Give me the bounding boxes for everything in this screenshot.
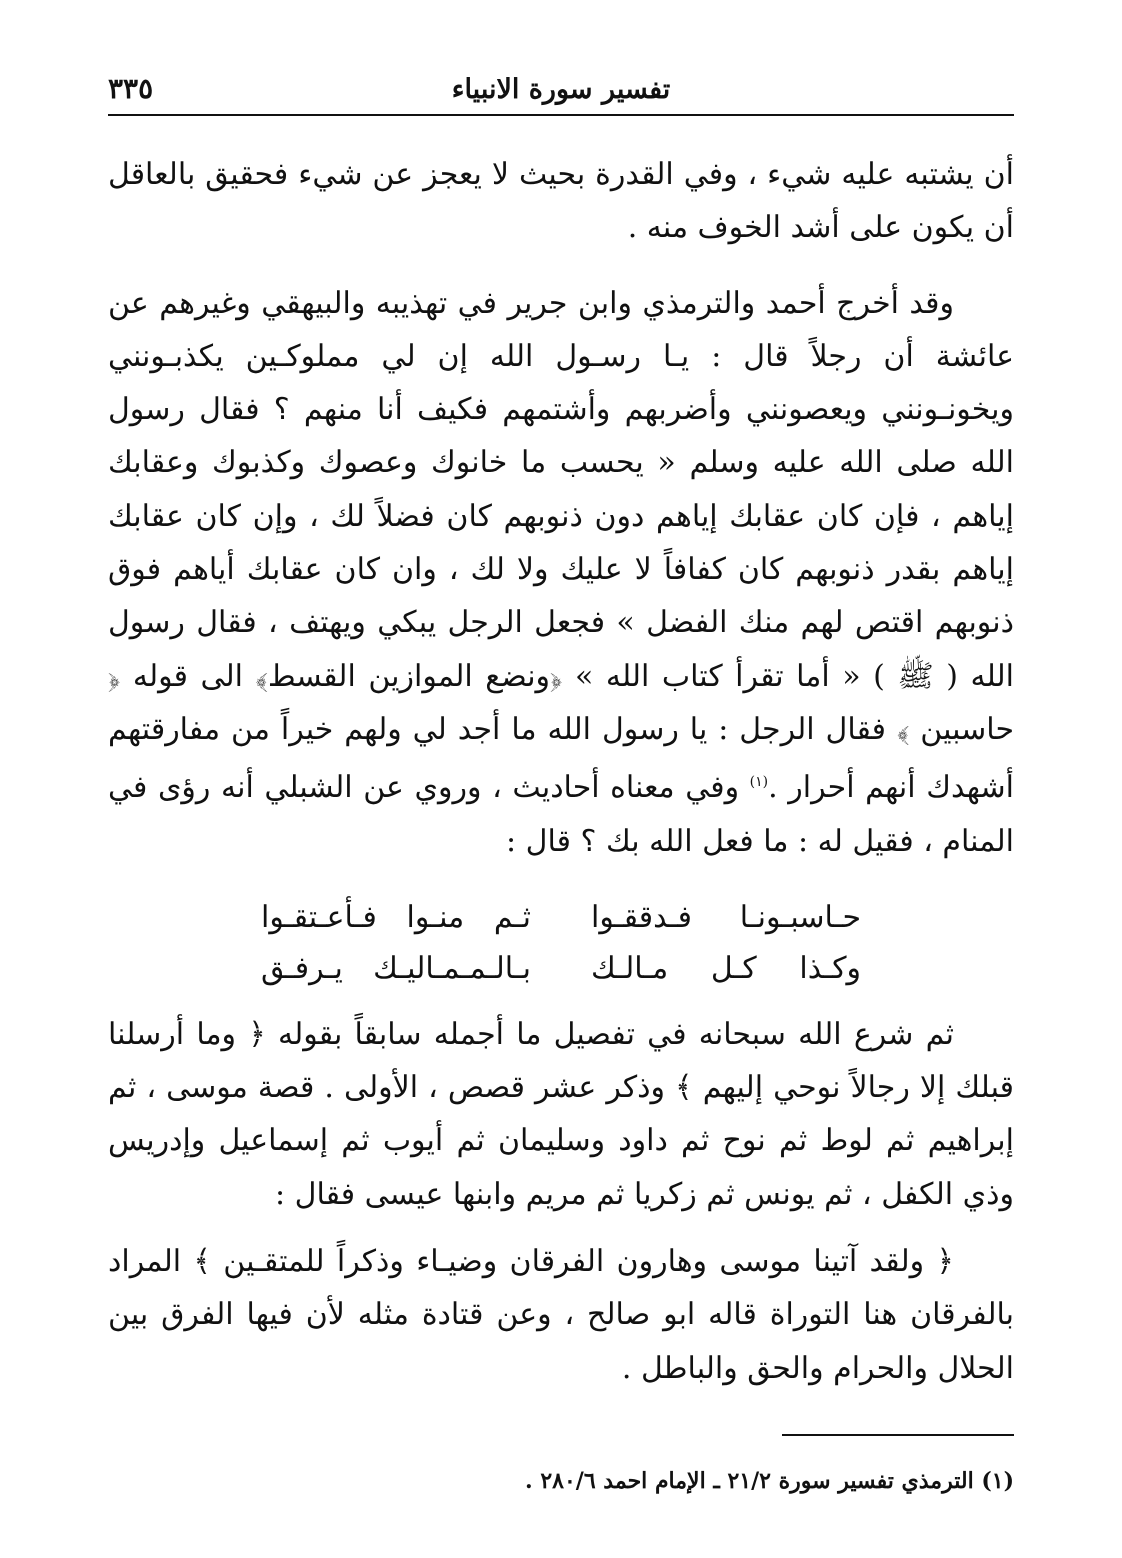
poem-line-1-first-hemistich: حـاسبـونـا فـدققـوا <box>591 899 861 935</box>
paragraph-2-text: وقد أخرج أحمد والترمذي وابن جرير في تهذيبه والبيهقي وغيرهم عن عائشة أن رجلاً قال : يـا رسـول الله إن لي مملوكـين يكذبـونني ويخونـونني ويعصونني وأضربهم وأشتمهم فكيف أنا منهم ؟ فقال رسول الله صلى الله عليه وسلم « يحسب ما خانوك وعصوك وكذبوك وعقابك إياهم ، فإن كان عقابك إياهم دون ذنوبهم كان فضلاً لك ، وإن كان عقابك إياهم بقدر ذنوبهم كان كفافاً لا عليك ولا لك ، وان كان عقابك أياهم فوق ذنوبهم اقتص لهم منك الفضل » فجعل الرجل يبكي ويهتف ، فقال رسول الله ( ﷺ ) « أما تقرأ كتاب الله » ﴿ونضع الموازين القسط﴾ الى قوله ﴿ حاسبين ﴾ فقال الرجل : يا رسول الله ما أجد لي ولهم خيراً من مفارقتهم أشهدك أنهم أحرار . <box>108 285 1014 806</box>
running-title: تفسير سورة الانبياء <box>451 74 671 105</box>
page-number: ٣٣٥ <box>108 72 154 105</box>
paragraph-4: ﴿ ولقد آتينا موسى وهارون الفرقان وضيـاء وذكراً للمتقـين ﴾ المراد بالفرقان هنا التوراة قاله ابو صالح ، وعن قتادة مثله لأن فيها الفرق بين الحلال والحرام والحق والباطل . <box>108 1244 1014 1386</box>
footnote: (١) الترمذي تفسير سورة ٢١/٢ ـ الإمام احمد ٢٨٠/٦ . <box>525 1468 1014 1494</box>
footnote-marker: (١) <box>749 774 769 791</box>
page-body <box>108 148 1014 1395</box>
footnote-separator <box>782 1434 1014 1436</box>
poem-line-2 <box>261 943 861 994</box>
poem-line-2-first-hemistich: وكـذا كـل مـالـك <box>591 950 861 986</box>
poem-line-1 <box>261 892 861 943</box>
poem-line-2-second-hemistich: بـالـمـمـاليـك يـرفـق <box>261 950 531 986</box>
paragraph-1: أن يشتبه عليه شيء ، وفي القدرة بحيث لا يعجز عن شيء فحقيق بالعاقل أن يكون على أشد الخوف منه . <box>108 157 1014 246</box>
paragraph-3: ثم شرع الله سبحانه في تفصيل ما أجمله سابقاً بقوله ﴿ وما أرسلنا قبلك إلا رجالاً نوحي إليهم ﴾ وذكر عشر قصص ، الأولى . قصة موسى ، ثم إبراهيم ثم لوط ثم نوح ثم داود وسليمان ثم أيوب ثم إسماعيل وإدريس وذي الكفل ، ثم يونس ثم زكريا ثم مريم وابنها عيسى فقال : <box>108 1016 1015 1212</box>
poem-verses <box>261 892 861 994</box>
paragraph-2 <box>108 277 1014 868</box>
poem-line-1-second-hemistich: ثـم منـوا فـأعـتقـوا <box>261 899 531 935</box>
page-header <box>108 68 1014 116</box>
paragraph-2-continuation: وفي معناه أحاديث ، وروي عن الشبلي أنه رؤى في المنام ، فقيل له : ما فعل الله بك ؟ قال : <box>108 770 1014 859</box>
